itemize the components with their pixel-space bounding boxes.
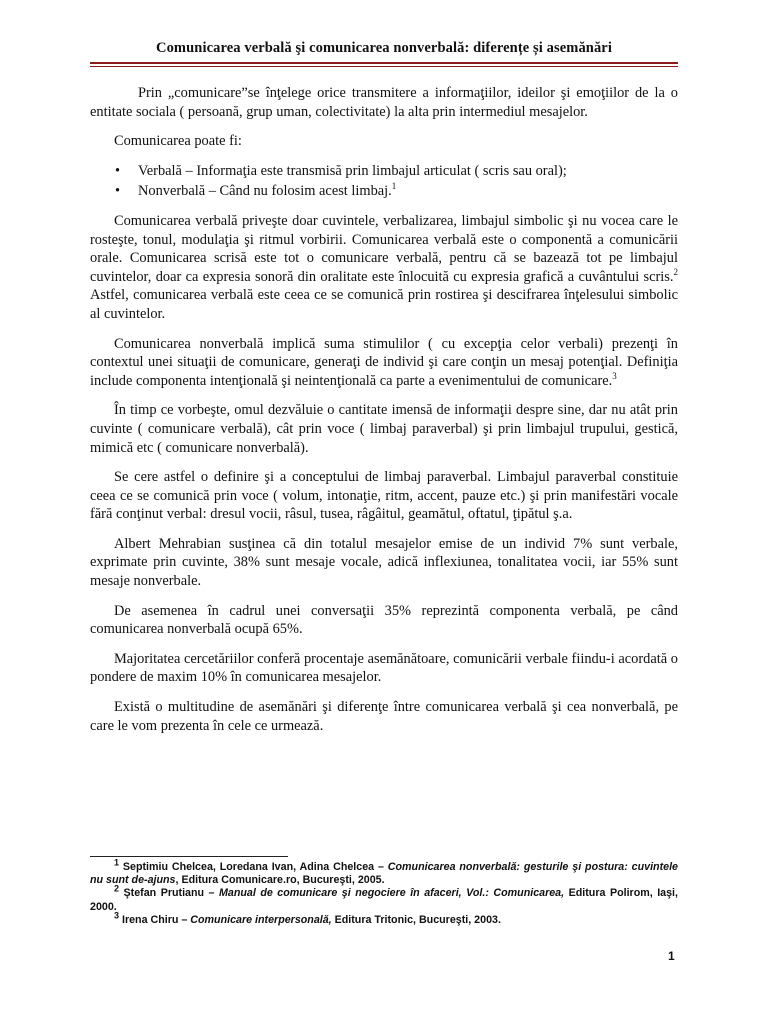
paragraph-types-lead: Comunicarea poate fi: [114,133,242,150]
footnote-1: $^1$ Septimiu Chelcea, Loredana Ivan, Adina Chelcea – Comunicarea nonverbală: gesturile şi postura: cuvintele nu sunt de-ajuns, Editura Comunicare.ro, Bucureşti, 2005. [90,857,678,887]
header-rule-thin [90,66,678,67]
paragraph-intro: Prin „comunicare”se înţelege orice transmitere a informaţiilor, ideilor şi emoţiilor de la o entitate sociala ( persoană, grup uman, colectivitate) la alta prin intermediul mesajelor. [90,85,678,120]
paragraph-conclusion: Există o multitudine de asemănări şi diferenţe între comunicarea verbală şi cea nonverbală, pe care le vom prezenta în cele ce urmează. [90,699,678,734]
paragraph-mehrabian: Albert Mehrabian susţinea că din totalul mesajelor emise de un individ 7% sunt verbale, exprimate prin cuvinte, 38% sunt mesaje vocale, adică inflexiunea, tonalitatea vocii, iar 55% sunt mesaje nonverbale. [90,535,678,590]
paragraph-paraverbal: Se cere astfel o definire şi a conceptului de limbaj paraverbal. Limbajul paraverbal constituie ceea ce se comunică prin voce ( volum, intonaţie, ritm, accent, pauze etc.) şi prin manifestări vocale fără conţinut verbal: dresul vocii, râsul, tusea, râgâitul, geamătul, oftatul, ţipătul ş.a. [90,469,678,523]
paragraph-speech: În timp ce vorbeşte, omul dezvăluie o cantitate imensă de informaţii despre sine, dar nu atât prin cuvinte ( comunicare verbală), cât prin voce ( limbaj paraverbal) şi prin limbajul trupului, gestică, mimică etc ( comunicare nonverbală). [90,402,678,456]
footnote-separator [90,856,288,857]
paragraph-research: Majoritatea cercetăriilor conferă procentaje asemănătoare, comunicării verbale fiindu-i acordată o pondere de maxim 10% în comunicarea mesajelor. [90,650,678,686]
list-item: • Nonverbală – Când nu folosim acest limbaj.$^1$ [115,181,397,200]
page-number: 1 [668,949,675,963]
paragraph-nonverbal: Comunicarea nonverbală implică suma stimulilor ( cu excepţia celor verbali) prezenţi în contextul unei situaţii de comunicare, generaţi de individ şi care conţin un mesaj potenţial. Definiţia include componenta intenţională şi neintenţională ca parte a evenimentului de comunicare.$^3$ [90,335,678,389]
footnote-3: $^3$ Irena Chiru – Comunicare interpersonală, Editura Tritonic, Bucureşti, 2003. [114,910,501,926]
types-list [90,162,678,201]
footnote-ref: 3 [612,370,617,381]
bullet-icon: • [115,183,121,200]
bullet-icon: • [115,162,121,179]
header-rule-thick [90,62,678,64]
footnote-ref: 2 [673,266,678,277]
running-header: Comunicarea verbală şi comunicarea nonverbală: diferențe și asemănări [156,40,612,56]
paragraph-conversation: De asemenea în cadrul unei conversaţii 35% reprezintă componenta verbală, pe când comunicarea nonverbală ocupă 65%. [90,602,678,638]
footnote-ref: 1 [391,181,397,192]
body-text [90,84,678,735]
footnotes [90,857,678,927]
list-item: • Verbală – Informaţia este transmisă prin limbajul articulat ( scris sau oral); [115,162,567,179]
footnote-2: $^2$ Ştefan Prutianu – Manual de comunicare şi negociere în afaceri, Vol.: Comunicarea, Editura Polirom, Iaşi, 2000. [90,883,678,913]
paragraph-verbal: Comunicarea verbală priveşte doar cuvintele, verbalizarea, limbajul simbolic şi nu vocea care le rosteşte, tonul, modulaţia şi ritmul vorbirii. Comunicarea verbală este o componentă a comunicării orale. Comunicarea scrisă este tot o comunicare verbală, pentru că se bazează tot pe limbajul cuvintelor, doar ca expresia sonoră din oralitate este înlocuită cu expresia grafică a cuvântului scris.$^2$ Astfel, comunicarea verbală este ceea ce se comunică prin rostirea şi descifrarea înţelesului simbolic al cuvintelor. [90,212,678,322]
